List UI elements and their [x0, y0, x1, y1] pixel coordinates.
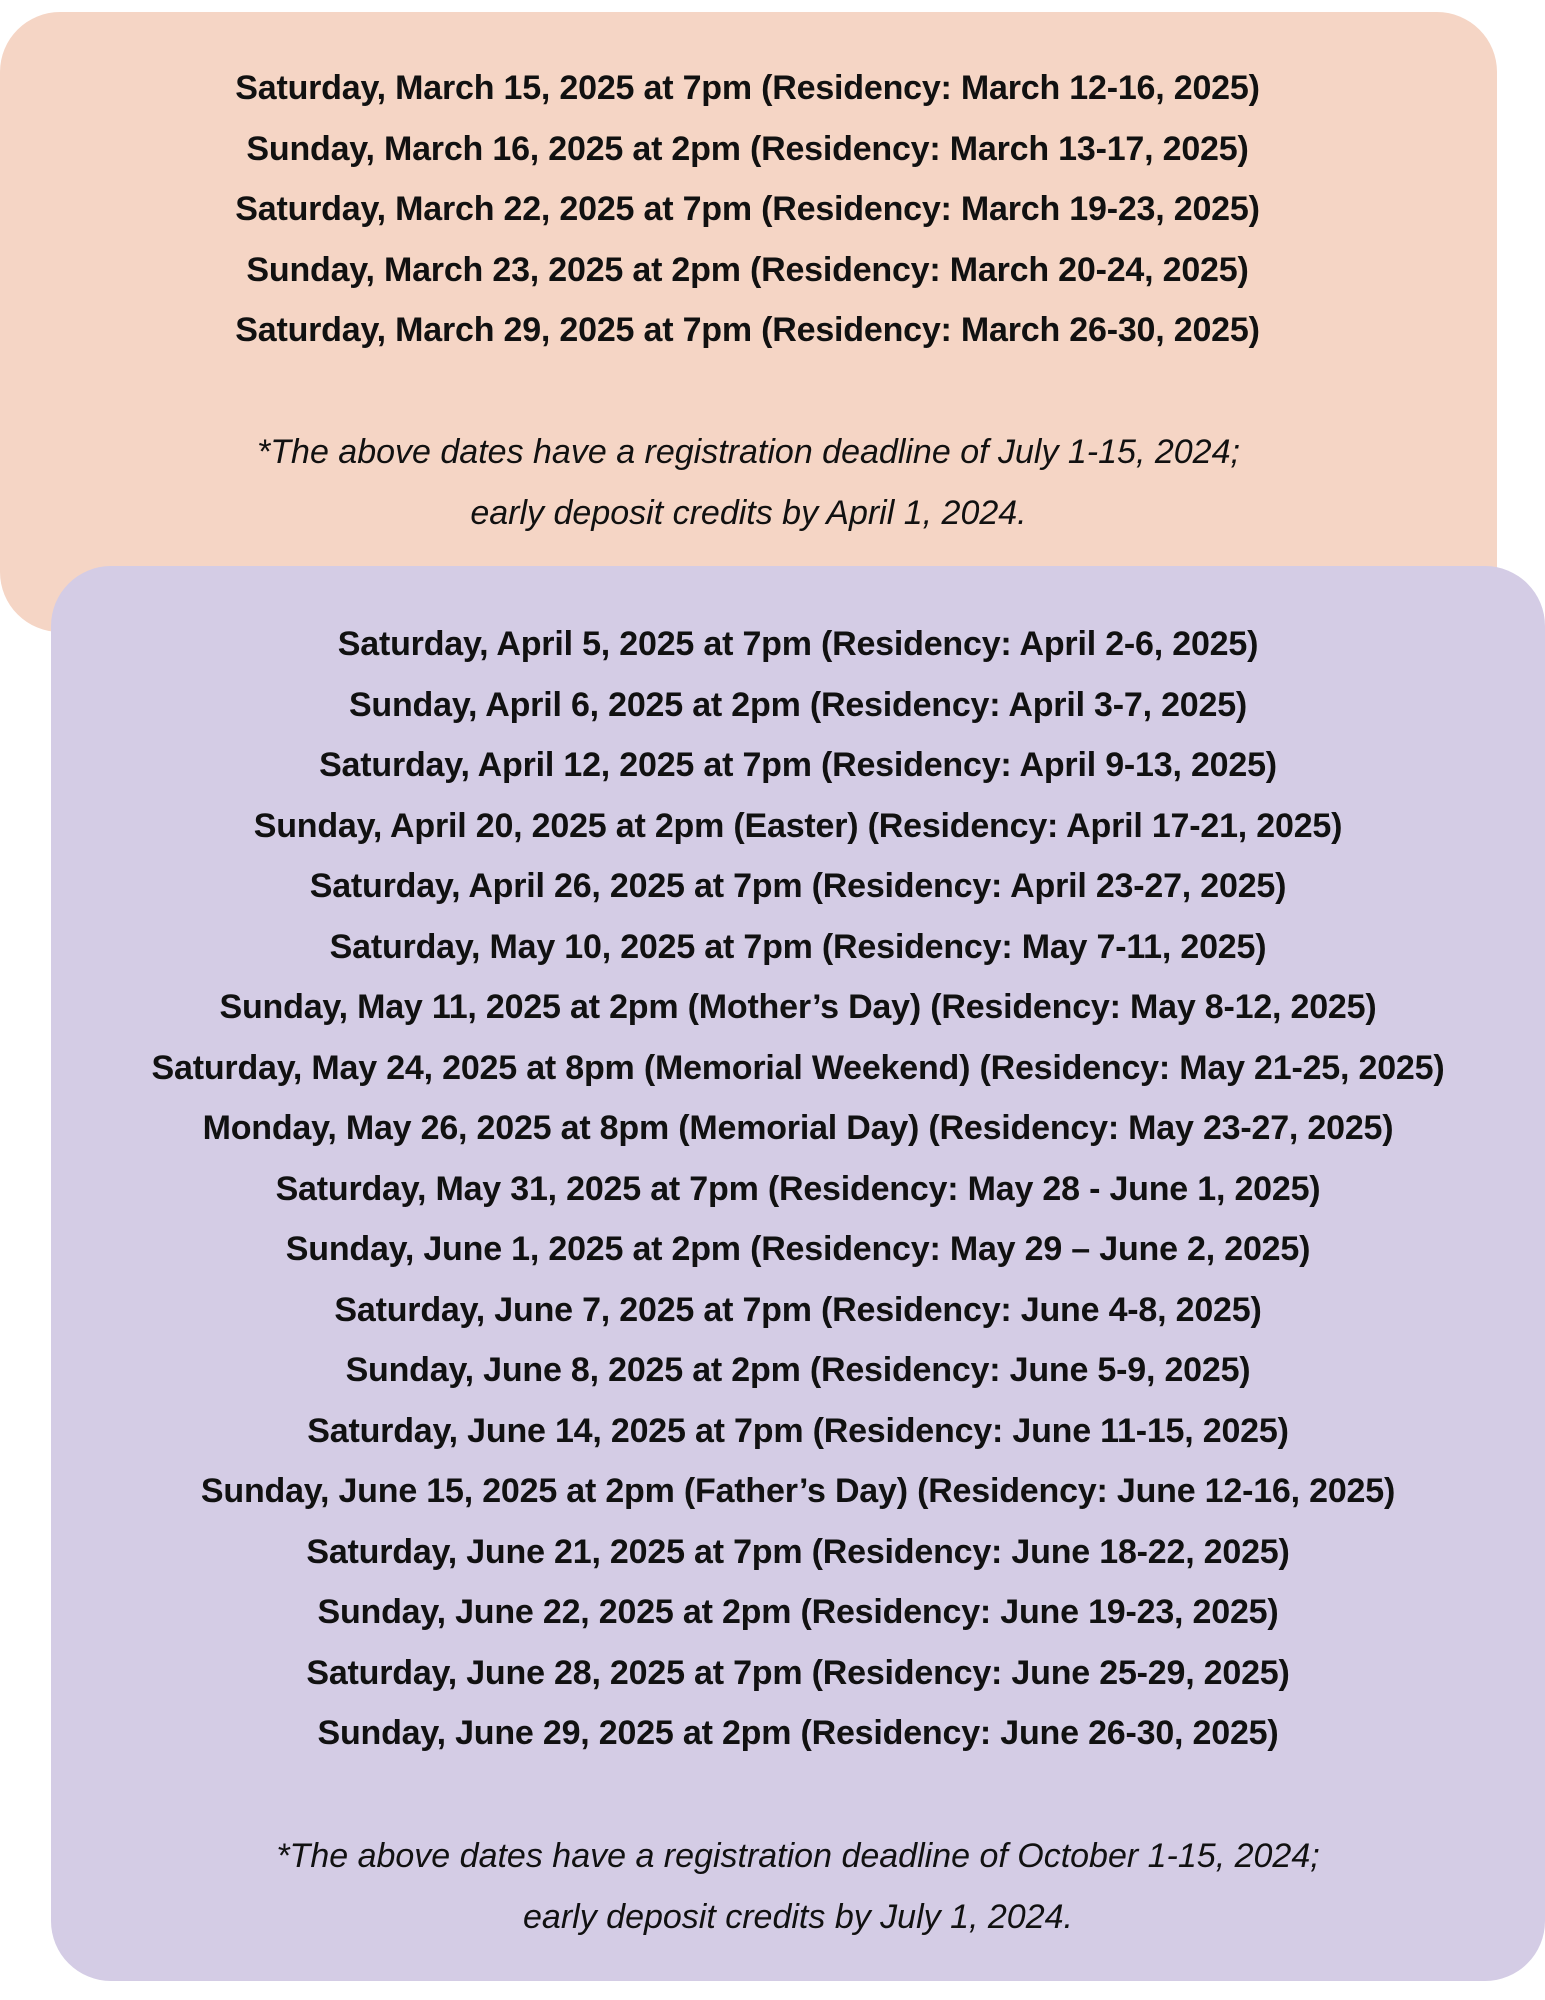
note-line: early deposit credits by July 1, 2024. — [523, 1897, 1073, 1936]
performance-date: Sunday, March 23, 2025 at 2pm (Residency: March 20-24, 2025) — [246, 250, 1249, 289]
april-june-date-list — [51, 614, 1545, 1764]
performance-date: Saturday, June 14, 2025 at 7pm (Residency: June 11-15, 2025) — [307, 1411, 1289, 1450]
performance-date: Sunday, June 1, 2025 at 2pm (Residency: May 29 – June 2, 2025) — [285, 1230, 1311, 1268]
performance-date: Saturday, June 21, 2025 at 7pm (Residency: June 18-22, 2025) — [306, 1532, 1290, 1571]
registration-deadline-note — [51, 1826, 1545, 1948]
march-dates-panel — [0, 12, 1497, 632]
performance-date: Saturday, March 29, 2025 at 7pm (Residency: March 26-30, 2025) — [235, 311, 1260, 349]
april-june-dates-panel — [51, 566, 1545, 1981]
performance-date: Saturday, May 10, 2025 at 7pm (Residency: May 7-11, 2025) — [329, 927, 1267, 966]
performance-date: Saturday, April 5, 2025 at 7pm (Residency: April 2-6, 2025) — [337, 625, 1259, 663]
performance-date: Saturday, June 7, 2025 at 7pm (Residency: June 4-8, 2025) — [334, 1290, 1262, 1329]
performance-date: Sunday, June 15, 2025 at 2pm (Father’s Day) (Residency: June 12-16, 2025) — [200, 1472, 1396, 1510]
registration-deadline-note — [0, 422, 1497, 544]
performance-date: Saturday, June 28, 2025 at 7pm (Residency: June 25-29, 2025) — [306, 1653, 1290, 1692]
march-date-list — [0, 58, 1497, 361]
performance-date: Saturday, May 31, 2025 at 7pm (Residency: May 28 - June 1, 2025) — [275, 1169, 1321, 1208]
performance-date: Sunday, March 16, 2025 at 2pm (Residency: March 13-17, 2025) — [246, 129, 1249, 168]
performance-date: Sunday, April 6, 2025 at 2pm (Residency: April 3-7, 2025) — [348, 685, 1248, 724]
performance-date: Saturday, April 12, 2025 at 7pm (Residency: April 9-13, 2025) — [319, 746, 1277, 784]
performance-date: Saturday, April 26, 2025 at 7pm (Residency: April 23-27, 2025) — [309, 867, 1287, 905]
performance-date: Sunday, April 20, 2025 at 2pm (Easter) (Residency: April 17-21, 2025) — [253, 806, 1343, 845]
note-line: *The above dates have a registration deadline of October 1-15, 2024; — [276, 1836, 1320, 1875]
performance-date: Saturday, May 24, 2025 at 8pm (Memorial Weekend) (Residency: May 21-25, 2025) — [151, 1048, 1445, 1087]
performance-date: Saturday, March 15, 2025 at 7pm (Residency: March 12-16, 2025) — [235, 69, 1260, 107]
performance-date: Saturday, March 22, 2025 at 7pm (Residency: March 19-23, 2025) — [235, 190, 1260, 228]
performance-date: Sunday, June 22, 2025 at 2pm (Residency: June 19-23, 2025) — [317, 1593, 1279, 1631]
performance-date: Monday, May 26, 2025 at 8pm (Memorial Day) (Residency: May 23-27, 2025) — [202, 1109, 1394, 1147]
performance-date: Sunday, May 11, 2025 at 2pm (Mother’s Day) (Residency: May 8-12, 2025) — [219, 988, 1377, 1026]
performance-date: Sunday, June 8, 2025 at 2pm (Residency: June 5-9, 2025) — [345, 1351, 1251, 1389]
note-line: early deposit credits by April 1, 2024. — [470, 493, 1027, 532]
note-line: *The above dates have a registration deadline of July 1-15, 2024; — [257, 432, 1240, 471]
performance-date: Sunday, June 29, 2025 at 2pm (Residency: June 26-30, 2025) — [317, 1714, 1279, 1752]
